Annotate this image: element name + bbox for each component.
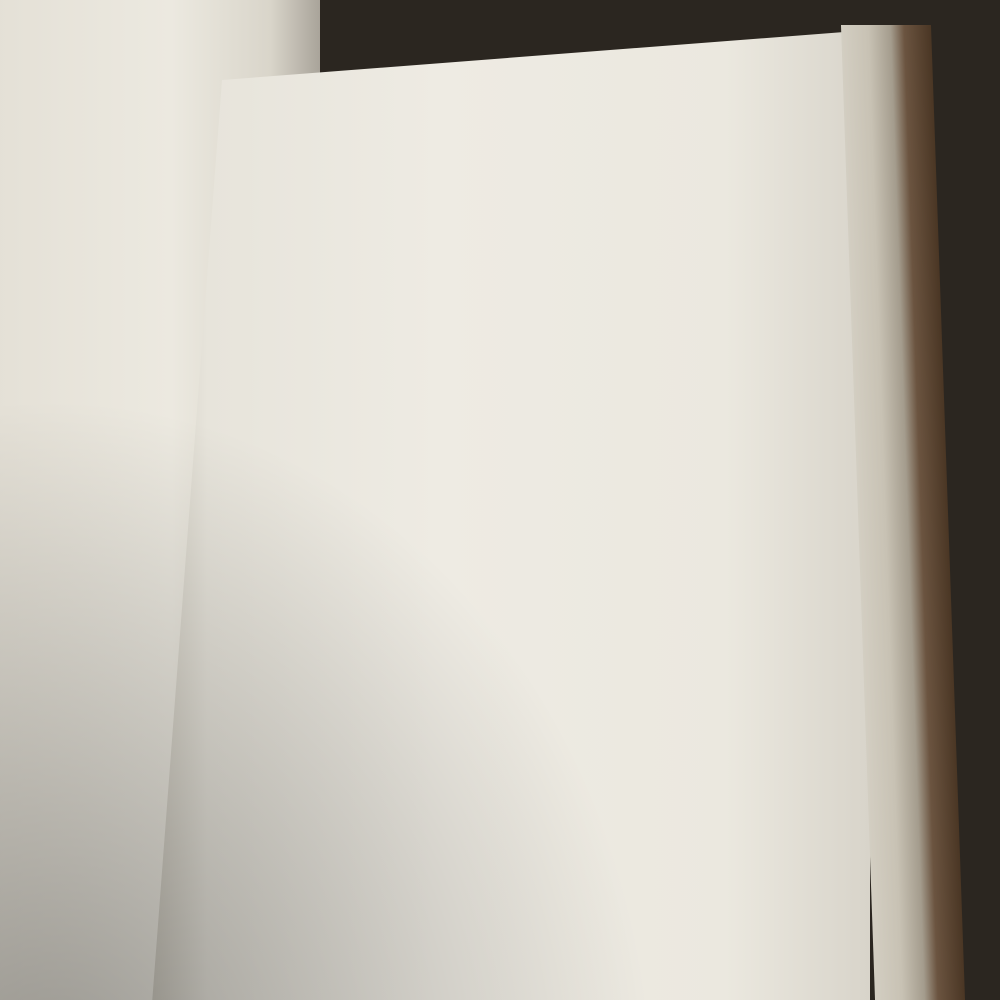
table-v-title xyxy=(568,346,800,350)
paragraph xyxy=(533,455,873,460)
table-iii-title xyxy=(220,495,525,502)
table-vi-title xyxy=(545,616,890,620)
paragraph xyxy=(205,622,525,628)
paragraph xyxy=(533,864,911,868)
left-column-text xyxy=(258,89,526,96)
table-iv-title xyxy=(528,117,813,124)
table-v-grid xyxy=(568,347,798,351)
right-column-top-text xyxy=(530,77,812,84)
left-column-lower-text xyxy=(205,622,525,628)
table-iii-grid xyxy=(220,496,520,503)
table-v xyxy=(568,344,800,351)
paragraph xyxy=(530,205,845,212)
table-iv xyxy=(528,115,813,125)
right-column-bottom-text xyxy=(533,864,911,868)
right-column-mid-text xyxy=(530,205,845,212)
occlusion-pressures-text xyxy=(533,455,873,460)
table-vi xyxy=(545,614,890,621)
table-iii xyxy=(220,493,525,503)
table-iv-grid xyxy=(528,118,812,125)
paragraph xyxy=(530,77,812,84)
table-vi-grid xyxy=(545,617,890,621)
